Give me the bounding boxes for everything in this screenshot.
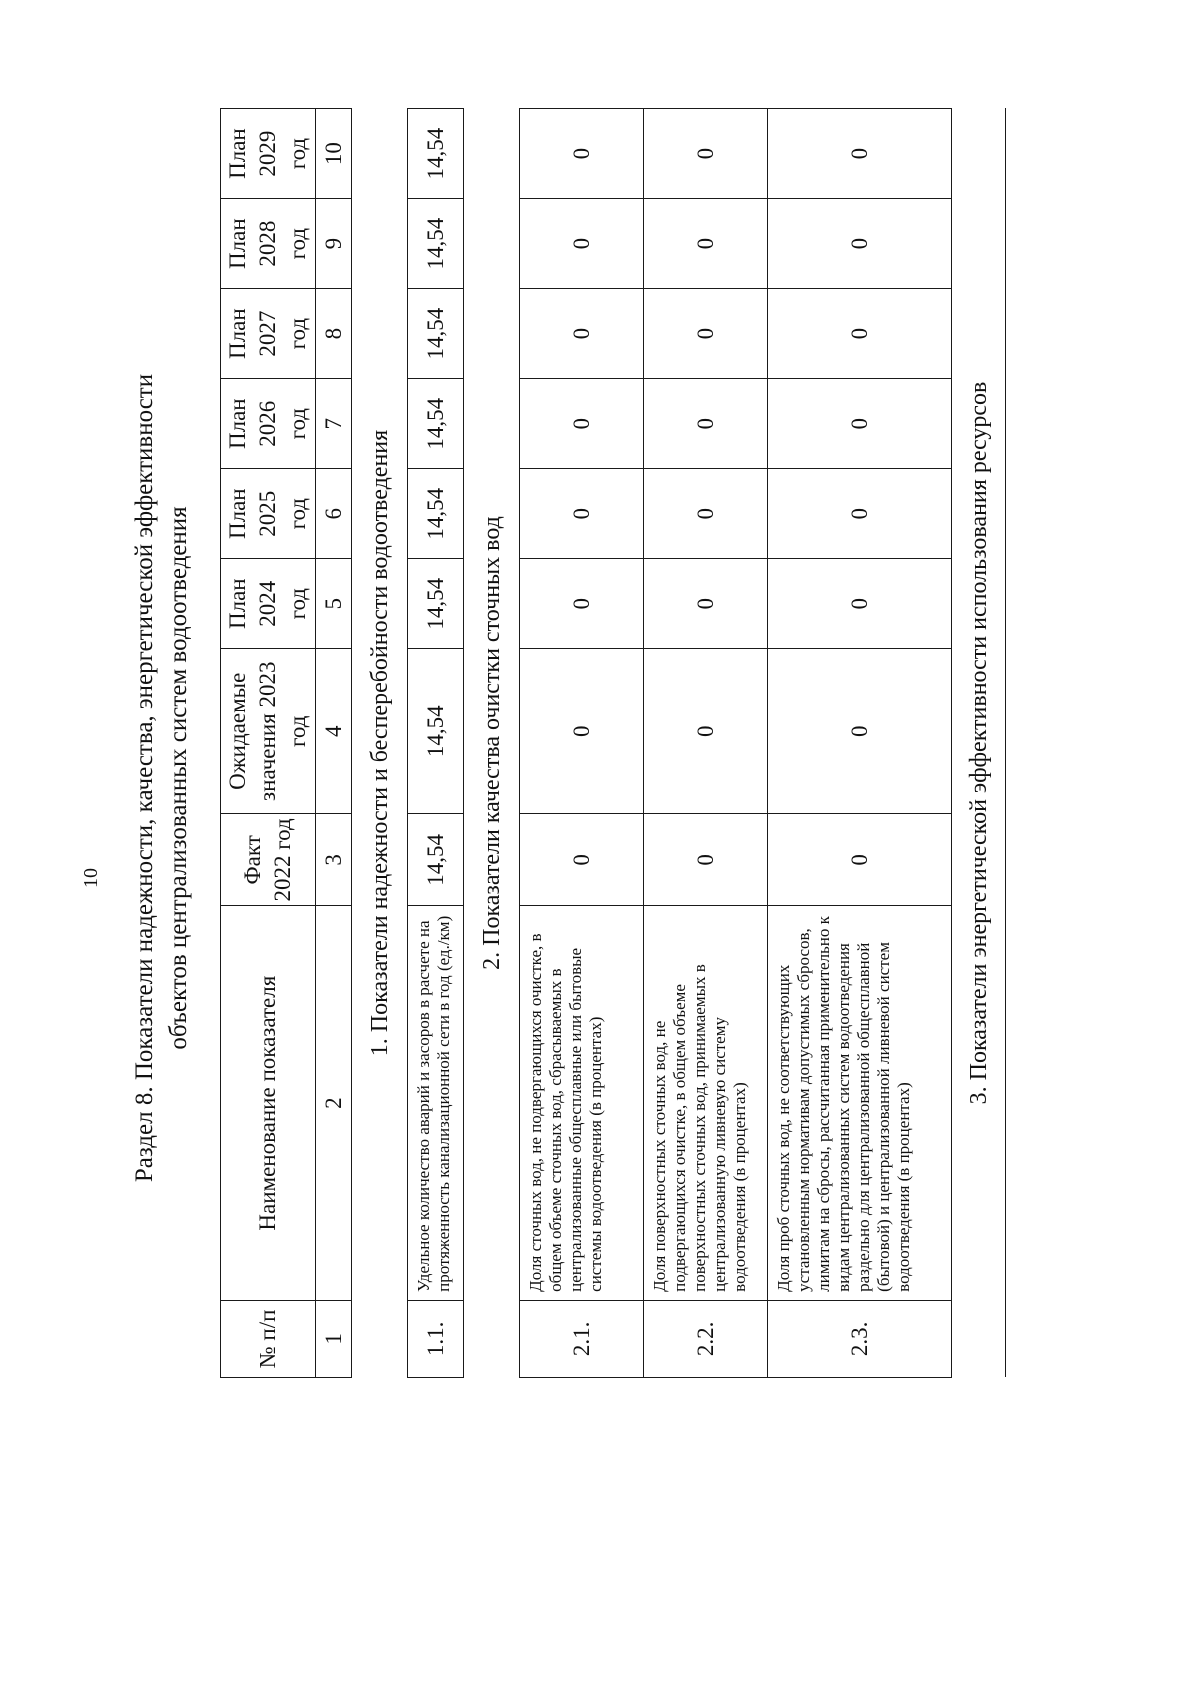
value-cell: 0 [644,199,768,289]
value-cell: 0 [520,559,644,649]
value-cell: 0 [768,109,952,199]
value-cell: 0 [520,109,644,199]
section-title-1: 1. Показатели надежности и бесперебойности водоотведения [352,109,408,1378]
header-no: № п/п [221,1300,316,1377]
value-cell: 0 [644,649,768,814]
header-plan-2027: План 2027 год [221,289,316,379]
header-name: Наименование показателя [221,906,316,1300]
column-number: 4 [316,649,352,814]
title-line-2: объектов централизованных систем водоотведения [165,506,192,1050]
value-cell: 14,54 [408,109,464,199]
value-cell: 0 [644,469,768,559]
row-number: 1.1. [408,1300,464,1377]
indicators-table [220,108,1006,1378]
indicator-name: Доля проб сточных вод, не соответствующих установленным нормативам допустимых сбросов, лимитам на сбросы, рассчитанная применительно к видам централизованных систем водоотведения раздельно для централизованной общесплавной (бытовой) и централизованной ливневой систем водоотведения (в процентах) [768,906,952,1300]
title-line-1: Раздел 8. Показатели надежности, качества, энергетической эффективности [131,373,158,1183]
section-title-3: 3. Показатели энергетической эффективности использования ресурсов [952,109,1006,1378]
column-number: 10 [316,109,352,199]
section-title-2: 2. Показатели качества очистки сточных вод [464,109,520,1378]
column-number: 3 [316,814,352,906]
value-cell: 0 [520,379,644,469]
section-row [952,109,1006,1378]
value-cell: 0 [520,199,644,289]
table-row [520,109,644,1378]
value-cell: 0 [768,559,952,649]
section-row [352,109,408,1378]
row-number: 2.2. [644,1300,768,1377]
table-row [408,109,464,1378]
value-cell: 0 [644,559,768,649]
header-plan-2029: План 2029 год [221,109,316,199]
column-number: 8 [316,289,352,379]
document-title [128,158,196,1398]
value-cell: 0 [768,199,952,289]
value-cell: 0 [644,289,768,379]
row-number: 2.3. [768,1300,952,1377]
value-cell: 0 [644,109,768,199]
value-cell: 0 [768,289,952,379]
section-row [464,109,520,1378]
column-number: 7 [316,379,352,469]
value-cell: 14,54 [408,379,464,469]
value-cell: 0 [768,469,952,559]
column-number: 2 [316,906,352,1300]
column-number: 1 [316,1300,352,1377]
indicator-name: Доля сточных вод, не подвергающихся очистке, в общем объеме сточных вод, сбрасываемых в централизованные общесплавные или бытовые системы водоотведения (в процентах) [520,906,644,1300]
header-plan-2028: План 2028 год [221,199,316,289]
indicator-name: Удельное количество аварий и засоров в расчете на протяженность канализационной сети в год (ед./км) [408,906,464,1300]
header-plan-2026: План 2026 год [221,379,316,469]
indicator-name: Доля поверхностных сточных вод, не подвергающихся очистке, в общем объеме поверхностных сточных вод, принимаемых в централизованную ливневую систему водоотведения (в процентах) [644,906,768,1300]
value-cell: 14,54 [408,559,464,649]
value-cell: 0 [768,814,952,906]
value-cell: 0 [644,379,768,469]
header-expected-2023: Ожидаемые значения 2023 год [221,649,316,814]
value-cell: 0 [768,379,952,469]
value-cell: 14,54 [408,199,464,289]
column-number: 6 [316,469,352,559]
header-row [221,109,316,1378]
row-number: 2.1. [520,1300,644,1377]
value-cell: 0 [520,649,644,814]
value-cell: 14,54 [408,469,464,559]
header-fact-2022: Факт 2022 год [221,814,316,906]
value-cell: 0 [644,814,768,906]
table-row [644,109,768,1378]
header-plan-2024: План 2024 год [221,559,316,649]
column-number: 5 [316,559,352,649]
page-number: 10 [80,868,102,888]
value-cell: 14,54 [408,649,464,814]
header-plan-2025: План 2025 год [221,469,316,559]
value-cell: 0 [520,469,644,559]
column-number-row [316,109,352,1378]
table-row [768,109,952,1378]
value-cell: 14,54 [408,289,464,379]
value-cell: 0 [520,814,644,906]
column-number: 9 [316,199,352,289]
value-cell: 0 [768,649,952,814]
value-cell: 0 [520,289,644,379]
value-cell: 14,54 [408,814,464,906]
